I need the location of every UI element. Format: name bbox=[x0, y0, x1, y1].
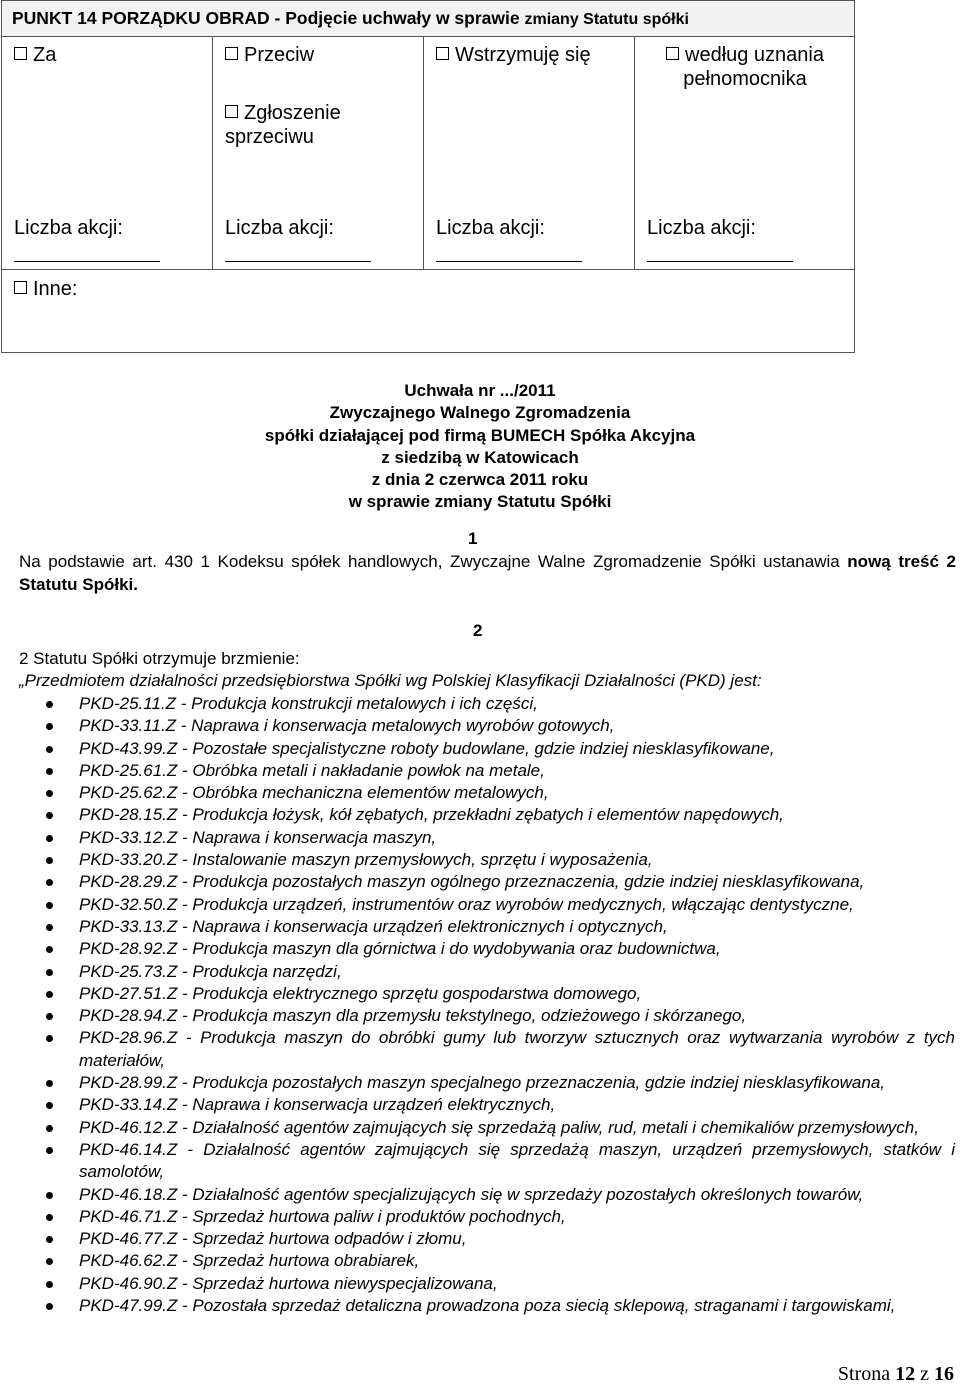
section-1-bold: nową treść 2 Statutu Spółki. bbox=[19, 552, 956, 594]
footer-page: 12 bbox=[895, 1363, 916, 1385]
list-item: PKD-47.99.Z - Pozostała sprzedaż detaliczna prowadzona poza siecią sklepową, straganami i targowiskami, bbox=[0, 1295, 960, 1317]
section-1-body: Na podstawie art. 430 1 Kodeksu spółek handlowych, Zwyczajne Walne Zgromadzenie Spółki ustanawia bbox=[19, 552, 840, 571]
vote-option-against[interactable] bbox=[225, 43, 314, 67]
resolution-body: Zwyczajnego Walnego Zgromadzenia bbox=[329, 403, 631, 423]
list-item: PKD-25.11.Z - Produkcja konstrukcji metalowych i ich części, bbox=[0, 693, 960, 715]
checkbox-icon[interactable] bbox=[666, 47, 679, 60]
shares-input-line[interactable] bbox=[225, 261, 371, 262]
section-1-text bbox=[19, 550, 956, 596]
resolution-company: spółki działającej pod firmą BUMECH Spółka Akcyjna bbox=[264, 425, 696, 445]
vote-column-for bbox=[2, 37, 212, 269]
agenda-item-title-small: zmiany Statutu spółki bbox=[524, 11, 689, 28]
checkbox-icon[interactable] bbox=[14, 281, 27, 294]
list-item: PKD-33.12.Z - Naprawa i konserwacja maszyn, bbox=[0, 827, 960, 849]
resolution-number: Uchwała nr .../2011 bbox=[404, 381, 556, 400]
other-option[interactable] bbox=[14, 278, 77, 301]
section-2-sign: 2 bbox=[473, 621, 483, 640]
shares-label: Liczba akcji: bbox=[225, 217, 334, 239]
list-item: PKD-46.12.Z - Działalność agentów zajmujących się sprzedażą paliw, rud, metali i chemikaliów przemysłowych, bbox=[0, 1117, 960, 1139]
list-item: PKD-28.29.Z - Produkcja pozostałych maszyn ogólnego przeznaczenia, gdzie indziej niesklasyfikowana, bbox=[0, 871, 960, 893]
resolution-subject: w sprawie zmiany Statutu Spółki bbox=[348, 492, 612, 512]
list-item: PKD-46.71.Z - Sprzedaż hurtowa paliw i produktów pochodnych, bbox=[0, 1206, 960, 1228]
section-2-lead: „Przedmiotem działalności przedsiębiorstwa Spółki wg Polskiej Klasyfikacji Działalności (PKD) jest: bbox=[19, 671, 762, 690]
vote-option-label: Wstrzymuję się bbox=[455, 44, 591, 66]
list-item: PKD-28.15.Z - Produkcja łożysk, kół zębatych, przekładni zębatych i elementów napędowych, bbox=[0, 804, 960, 826]
list-item: PKD-46.14.Z - Działalność agentów zajmujących się sprzedażą maszyn, urządzeń przemysłowych, statków i samolotów, bbox=[0, 1139, 960, 1184]
footer-mid: z bbox=[920, 1363, 929, 1385]
list-item: PKD-46.77.Z - Sprzedaż hurtowa odpadów i złomu, bbox=[0, 1228, 960, 1250]
list-item: PKD-33.20.Z - Instalowanie maszyn przemysłowych, sprzętu i wyposażenia, bbox=[0, 849, 960, 871]
shares-label: Liczba akcji: bbox=[436, 217, 545, 239]
vote-option-abstain[interactable] bbox=[436, 43, 591, 67]
shares-input-line[interactable] bbox=[436, 261, 582, 262]
resolution-seat: z siedzibą w Katowicach bbox=[381, 447, 579, 467]
shares-label: Liczba akcji: bbox=[647, 217, 756, 239]
vote-option-for[interactable] bbox=[14, 43, 56, 67]
list-item: PKD-33.13.Z - Naprawa i konserwacja urządzeń elektronicznych i optycznych, bbox=[0, 916, 960, 938]
list-item: PKD-25.73.Z - Produkcja narzędzi, bbox=[0, 961, 960, 983]
vote-option-label: Przeciw bbox=[244, 44, 315, 66]
list-item: PKD-28.96.Z - Produkcja maszyn do obróbki gumy lub tworzyw sztucznych oraz wytwarzania wyrobów z tych materiałów, bbox=[0, 1027, 960, 1072]
resolution-date: z dnia 2 czerwca 2011 roku bbox=[371, 470, 589, 490]
vote-option-objection[interactable] bbox=[225, 101, 395, 149]
list-item: PKD-25.61.Z - Obróbka metali i nakładanie powłok na metale, bbox=[0, 760, 960, 782]
shares-input-line[interactable] bbox=[14, 261, 160, 262]
agenda-item-title: PUNKT 14 PORZĄDKU OBRAD - Podjęcie uchwały w sprawie bbox=[12, 8, 520, 28]
vote-option-label: według uznania pełnomocnika bbox=[683, 44, 824, 90]
voting-form-table bbox=[1, 0, 855, 353]
vote-column-against bbox=[212, 37, 423, 269]
checkbox-icon[interactable] bbox=[436, 47, 449, 60]
other-instructions-row bbox=[2, 269, 854, 354]
list-item: PKD-33.11.Z - Naprawa i konserwacja metalowych wyrobów gotowych, bbox=[0, 715, 960, 737]
list-item: PKD-25.62.Z - Obróbka mechaniczna elementów metalowych, bbox=[0, 782, 960, 804]
checkbox-icon[interactable] bbox=[225, 47, 238, 60]
vote-option-label: Zgłoszenie sprzeciwu bbox=[225, 102, 341, 148]
vote-option-discretion[interactable] bbox=[645, 43, 845, 91]
list-item: PKD-28.99.Z - Produkcja pozostałych maszyn specjalnego przeznaczenia, gdzie indziej niesklasyfikowana, bbox=[0, 1072, 960, 1094]
other-option-label: Inne: bbox=[33, 278, 78, 300]
checkbox-icon[interactable] bbox=[225, 105, 238, 118]
list-item: PKD-46.18.Z - Działalność agentów specjalizujących się w sprzedaży pozostałych określonych towarów, bbox=[0, 1184, 960, 1206]
footer-total: 16 bbox=[934, 1363, 954, 1385]
section-2-intro: 2 Statutu Spółki otrzymuje brzmienie: bbox=[19, 649, 300, 668]
list-item: PKD-32.50.Z - Produkcja urządzeń, instrumentów oraz wyrobów medycznych, włączając dentystyczne, bbox=[0, 894, 960, 916]
checkbox-icon[interactable] bbox=[14, 47, 27, 60]
list-item: PKD-27.51.Z - Produkcja elektrycznego sprzętu gospodarstwa domowego, bbox=[0, 983, 960, 1005]
shares-input-line[interactable] bbox=[647, 261, 793, 262]
pkd-list bbox=[0, 693, 960, 1317]
page-footer bbox=[838, 1363, 954, 1386]
footer-prefix: Strona bbox=[837, 1363, 891, 1385]
list-item: PKD-46.90.Z - Sprzedaż hurtowa niewyspecjalizowana, bbox=[0, 1273, 960, 1295]
list-item: PKD-33.14.Z - Naprawa i konserwacja urządzeń elektrycznych, bbox=[0, 1094, 960, 1116]
vote-column-abstain bbox=[423, 37, 634, 269]
list-item: PKD-43.99.Z - Pozostałe specjalistyczne roboty budowlane, gdzie indziej niesklasyfikowane, bbox=[0, 738, 960, 760]
resolution-heading bbox=[0, 380, 960, 514]
section-1-sign: 1 bbox=[468, 529, 478, 548]
list-item: PKD-28.92.Z - Produkcja maszyn dla górnictwa i do wydobywania oraz budownictwa, bbox=[0, 938, 960, 960]
shares-label: Liczba akcji: bbox=[14, 217, 123, 239]
vote-option-label: Za bbox=[33, 44, 57, 66]
list-item: PKD-28.94.Z - Produkcja maszyn dla przemysłu tekstylnego, odzieżowego i skórzanego, bbox=[0, 1005, 960, 1027]
vote-column-discretion bbox=[634, 37, 856, 269]
agenda-item-header bbox=[2, 1, 854, 37]
list-item: PKD-46.62.Z - Sprzedaż hurtowa obrabiarek, bbox=[0, 1250, 960, 1272]
